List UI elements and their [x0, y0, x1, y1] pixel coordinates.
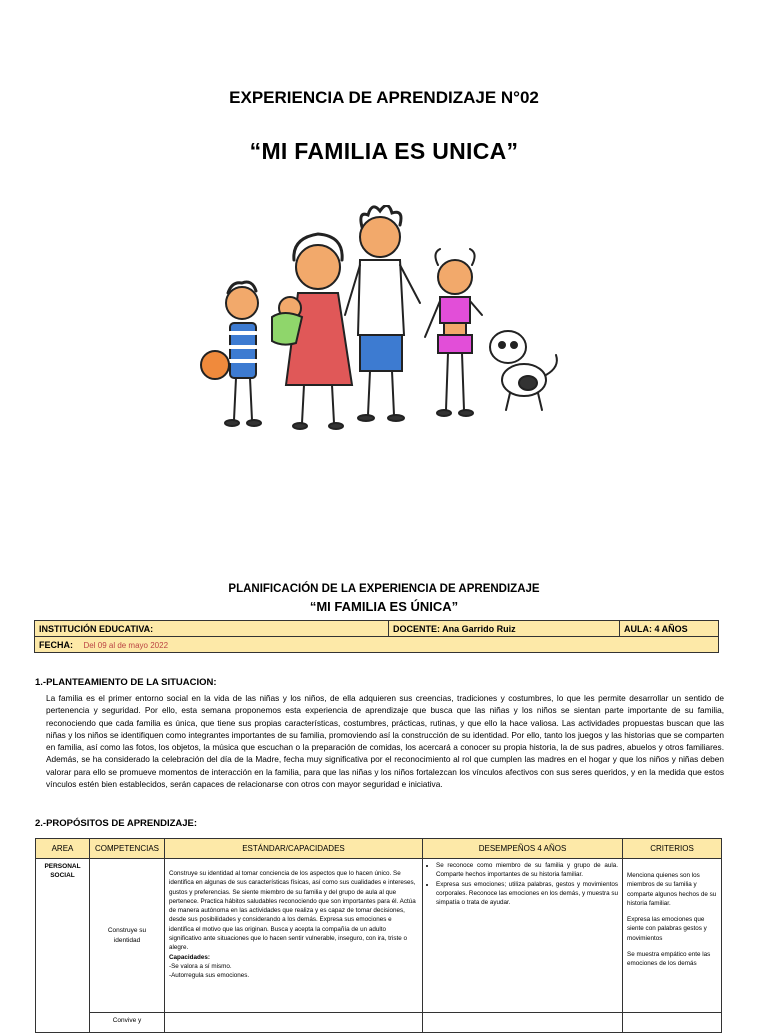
situation-paragraph: La familia es el primer entorno social en la vida de las niñas y los niños, de ella adquieren sus creencias, tradiciones y costumbres, lo que les permite desarrollar un sentido de pertenencia y seguridad. Por ello, esta semana proponemos esta experiencia de aprendizaje que busca que las niñas y los niños se sientan parte importante de su familia, reconociendo que cada familia es única, que tiene sus propias características, costumbres, prácticas, rutinas, y que ello la hace valiosa. Las actividades propuestas buscan que las niñas y los niños se identifiquen como integrantes importantes de su familia, promoviendo así la construcción de su identidad. Por ello, tanto los juegos y las historias que se comparten en familia, así como las fotos, los objetos, la música que escuchan o la preparación de comidas, los acercará a conocer su propia historia, la de sus padres, abuelos y otros familiares. Además, se ha considerado la celebración del día de la Madre, fecha muy significativa por el reconocimiento al rol que cumplen las madres en el hogar y que los niños y niñas deben valorar para ello se promueve momentos de interacción en la familia, para que las niñas y los niños fortalezcan los vínculos afectivos con sus seres queridos, y en la medida que estos vínculos estén bien establecidos, serán capaces de relacionarse con otros con mayor seguridad e iniciativa.	[46, 693, 724, 790]
section-situation-title: 1.-PLANTEAMIENTO DE LA SITUACION:	[35, 677, 217, 688]
criteria-item: Menciona quienes son los miembros de su familia y comparte algunos hechos de su historia familiar.	[627, 872, 717, 907]
capacity-item: -Autorregula sus emociones.	[169, 972, 250, 980]
teacher-label: DOCENTE: Ana Garrido Ruiz	[389, 621, 620, 637]
plan-title: PLANIFICACIÓN DE LA EXPERIENCIA DE APRENDIZAJE	[228, 583, 540, 595]
column-header: ESTÁNDAR/CAPACIDADES	[165, 839, 423, 859]
standard-text: Construye su identidad al tomar conciencia de los aspectos que lo hacen único. Se identifica en algunas de sus características físicas, así como sus cualidades e intereses, gustos y preferencias. Se siente miembro de su familia y del grupo de aula al que pertenece. Practica hábitos saludables reconociendo que son importantes para él. Actúa de manera autónoma en las actividades que realiza y es capaz de tomar decisiones, desde sus posibilidades y considerando a los demás. Expresa sus emociones e identifica el motivo que las originan. Busca y acepta la compañía de un adulto significativo ante situaciones que lo hacen sentir vulnerable, inseguro, con ira, triste o alegre.	[169, 870, 416, 952]
criteria-item: Expresa las emociones que siente con palabras gestos y movimientos	[627, 916, 707, 942]
table-row	[36, 1013, 722, 1033]
institution-label: INSTITUCIÓN EDUCATIVA:	[35, 621, 389, 637]
criteria-item: Se muestra empático ente las emociones de los demás	[627, 951, 711, 968]
performance-list	[427, 862, 618, 908]
criteria-cell	[623, 859, 722, 1013]
info-table	[34, 620, 719, 653]
column-header: CRITERIOS	[623, 839, 722, 859]
column-header: AREA	[36, 839, 90, 859]
competence-cell: Convive y	[90, 1013, 165, 1033]
plan-subtitle: “MI FAMILIA ES ÚNICA”	[309, 599, 459, 614]
date-value: Del 09 al de mayo 2022	[83, 640, 169, 650]
experience-title: EXPERIENCIA DE APRENDIZAJE N°02	[229, 88, 539, 107]
family-drawing-icon	[190, 205, 580, 445]
info-row-date	[35, 637, 719, 653]
section-purposes-title: 2.-PROPÓSITOS DE APRENDIZAJE:	[35, 818, 198, 829]
classroom-label: AULA: 4 AÑOS	[620, 621, 719, 637]
experience-subtitle: “MI FAMILIA ES UNICA”	[249, 138, 519, 164]
standard-cell	[165, 859, 423, 1013]
competence-cell: Construye su identidad	[90, 859, 165, 1013]
column-header: DESEMPEÑOS 4 AÑOS	[423, 839, 623, 859]
area-cell: PERSONAL SOCIAL	[36, 859, 90, 1033]
list-item: • Expresa sus emociones; utiliza palabras, gestos y movimientos corporales. Reconoce las emociones en los demás, y muestra su simpatía o trata de ayudar.	[436, 881, 618, 907]
capacity-item: -Se valora a sí mismo.	[169, 962, 232, 970]
info-row-institution	[35, 621, 719, 637]
table-header-row	[36, 839, 722, 859]
performance-cell	[423, 1013, 623, 1033]
table-row	[36, 859, 722, 1013]
capacities-label: Capacidades:	[169, 953, 210, 961]
column-header: COMPETENCIAS	[90, 839, 165, 859]
criteria-cell	[623, 1013, 722, 1033]
list-item: • Se reconoce como miembro de su familia y grupo de aula. Comparte hechos importantes de su historia familiar.	[436, 862, 618, 879]
date-label: FECHA:	[39, 639, 73, 650]
date-cell	[35, 637, 719, 653]
purposes-table	[35, 838, 722, 1033]
standard-cell	[165, 1013, 423, 1033]
performance-cell	[423, 859, 623, 1013]
